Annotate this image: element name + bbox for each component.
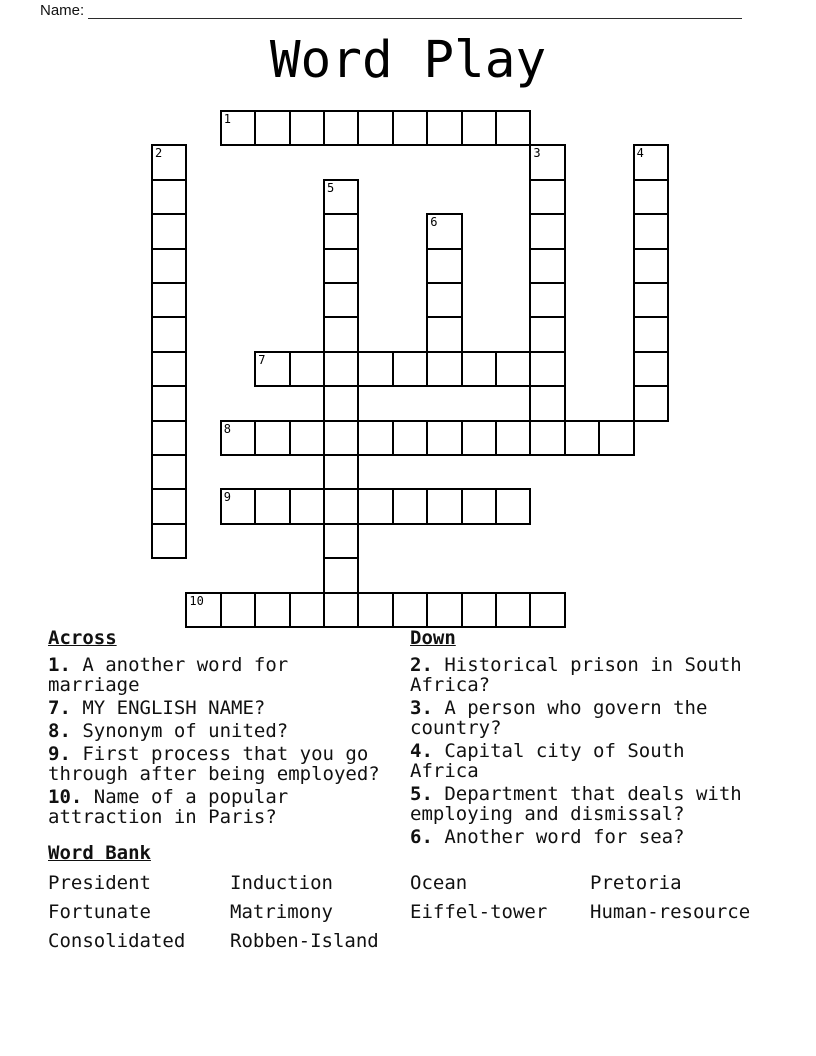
grid-cell[interactable] xyxy=(529,282,565,318)
grid-cell[interactable] xyxy=(495,420,531,456)
grid-cell[interactable] xyxy=(461,351,497,387)
down-clue-list xyxy=(410,655,750,847)
grid-cell[interactable] xyxy=(633,213,669,249)
grid-cell[interactable] xyxy=(461,592,497,628)
grid-cell[interactable] xyxy=(426,213,462,249)
grid-cell[interactable] xyxy=(151,213,187,249)
clue-number: 5. xyxy=(410,783,433,805)
down-heading: Down xyxy=(410,627,456,649)
grid-cell[interactable] xyxy=(151,385,187,421)
word-bank-word: Induction xyxy=(230,872,333,894)
grid-cell[interactable] xyxy=(529,316,565,352)
grid-cell[interactable] xyxy=(220,488,256,524)
grid-cell[interactable] xyxy=(529,351,565,387)
grid-cell[interactable] xyxy=(529,144,565,180)
grid-cell[interactable] xyxy=(598,420,634,456)
grid-cell[interactable] xyxy=(495,351,531,387)
grid-cell[interactable] xyxy=(254,351,290,387)
word-bank-word: Matrimony xyxy=(230,901,333,923)
grid-cell[interactable] xyxy=(151,248,187,284)
word-bank-section xyxy=(48,843,788,951)
grid-cell[interactable] xyxy=(461,488,497,524)
word-bank-word: Ocean xyxy=(410,872,468,894)
grid-cell[interactable] xyxy=(151,488,187,524)
grid-cell[interactable] xyxy=(529,179,565,215)
grid-cell[interactable] xyxy=(529,213,565,249)
grid-cell[interactable] xyxy=(461,420,497,456)
grid-cell[interactable] xyxy=(633,282,669,318)
grid-cell[interactable] xyxy=(323,316,359,352)
grid-cell[interactable] xyxy=(151,351,187,387)
cell-number: 7 xyxy=(258,352,266,367)
grid-cell[interactable] xyxy=(289,488,325,524)
grid-cell[interactable] xyxy=(323,248,359,284)
grid-cell[interactable] xyxy=(151,420,187,456)
word-bank-word: Eiffel-tower xyxy=(410,901,548,923)
grid-cell[interactable] xyxy=(461,110,497,146)
word-bank-word: Robben-Island xyxy=(230,930,379,952)
grid-cell[interactable] xyxy=(254,420,290,456)
grid-cell[interactable] xyxy=(392,351,428,387)
grid-cell[interactable] xyxy=(357,110,393,146)
grid-cell[interactable] xyxy=(323,179,359,215)
down-clues-section xyxy=(410,628,750,850)
grid-cell[interactable] xyxy=(323,110,359,146)
grid-cell[interactable] xyxy=(495,110,531,146)
word-bank-word: Fortunate xyxy=(48,901,151,923)
grid-cell[interactable] xyxy=(323,488,359,524)
cell-number: 10 xyxy=(189,593,204,608)
grid-cell[interactable] xyxy=(323,282,359,318)
word-bank-word: Pretoria xyxy=(590,872,682,894)
grid-cell[interactable] xyxy=(426,248,462,284)
word-bank-word: Consolidated xyxy=(48,930,186,952)
grid-cell[interactable] xyxy=(495,488,531,524)
grid-cell[interactable] xyxy=(151,454,187,490)
grid-cell[interactable] xyxy=(357,351,393,387)
grid-cell[interactable] xyxy=(323,351,359,387)
grid-cell[interactable] xyxy=(426,420,462,456)
clue-number: 9. xyxy=(48,743,71,765)
grid-cell[interactable] xyxy=(633,385,669,421)
grid-cell[interactable] xyxy=(289,110,325,146)
down-clue-2: 2. Historical prison in South Africa? xyxy=(410,654,742,696)
grid-cell[interactable] xyxy=(289,592,325,628)
clue-number: 8. xyxy=(48,720,71,742)
name-row xyxy=(40,2,742,19)
grid-cell[interactable] xyxy=(220,592,256,628)
grid-cell[interactable] xyxy=(529,592,565,628)
cell-number: 6 xyxy=(430,215,438,230)
grid-cell[interactable] xyxy=(633,316,669,352)
grid-cell[interactable] xyxy=(357,592,393,628)
grid-cell[interactable] xyxy=(529,248,565,284)
name-fill-line[interactable] xyxy=(88,4,742,19)
grid-cell[interactable] xyxy=(323,454,359,490)
grid-cell[interactable] xyxy=(185,592,221,628)
grid-cell[interactable] xyxy=(220,420,256,456)
grid-cell[interactable] xyxy=(151,179,187,215)
grid-cell[interactable] xyxy=(357,488,393,524)
grid-cell[interactable] xyxy=(426,592,462,628)
grid-cell[interactable] xyxy=(633,351,669,387)
grid-cell[interactable] xyxy=(323,557,359,593)
grid-cell[interactable] xyxy=(495,592,531,628)
cell-number: 9 xyxy=(223,490,232,505)
grid-cell[interactable] xyxy=(529,420,565,456)
grid-cell[interactable] xyxy=(426,110,462,146)
clue-number: 4. xyxy=(410,740,433,762)
grid-cell[interactable] xyxy=(392,110,428,146)
grid-cell[interactable] xyxy=(323,592,359,628)
down-clue-3: 3. A person who govern the country? xyxy=(410,697,708,739)
puzzle-title: Word Play xyxy=(269,31,547,90)
cell-number: 2 xyxy=(155,146,163,161)
across-clue-9: 9. First process that you go through after being employed? xyxy=(48,743,380,785)
clue-number: 10. xyxy=(48,786,83,808)
grid-cell[interactable] xyxy=(357,420,393,456)
grid-cell[interactable] xyxy=(633,144,669,180)
down-clue-4: 4. Capital city of South Africa xyxy=(410,740,685,782)
cell-number: 1 xyxy=(223,112,232,126)
clue-number: 3. xyxy=(410,697,433,719)
word-bank-word: Human-resource xyxy=(590,901,751,923)
grid-cell[interactable] xyxy=(220,110,256,146)
grid-cell[interactable] xyxy=(426,488,462,524)
grid-cell[interactable] xyxy=(254,592,290,628)
clue-number: 7. xyxy=(48,697,71,719)
grid-cell[interactable] xyxy=(289,420,325,456)
word-bank-list xyxy=(48,873,788,951)
grid-cell[interactable] xyxy=(392,420,428,456)
grid-cell[interactable] xyxy=(323,385,359,421)
clue-number: 6. xyxy=(410,826,433,848)
across-clue-8: 8. Synonym of united? xyxy=(48,720,289,742)
grid-cell[interactable] xyxy=(633,248,669,284)
grid-cell[interactable] xyxy=(254,488,290,524)
grid-cell[interactable] xyxy=(151,523,187,559)
across-clue-list xyxy=(48,655,388,827)
grid-cell[interactable] xyxy=(151,144,187,180)
down-clue-5: 5. Department that deals with employing and dismissal? xyxy=(410,783,742,825)
down-clue-6: 6. Another word for sea? xyxy=(410,826,685,848)
across-clue-1: 1. A another word for marriage xyxy=(48,654,289,696)
grid-cell[interactable] xyxy=(564,420,600,456)
grid-cell[interactable] xyxy=(529,385,565,421)
grid-cell[interactable] xyxy=(426,351,462,387)
across-clue-7: 7. MY ENGLISH NAME? xyxy=(48,697,266,719)
cell-number: 5 xyxy=(327,180,335,195)
grid-cell[interactable] xyxy=(426,316,462,352)
grid-cell[interactable] xyxy=(151,282,187,318)
across-clue-10: 10. Name of a popular attraction in Paris? xyxy=(48,786,289,828)
grid-cell[interactable] xyxy=(323,523,359,559)
grid-cell[interactable] xyxy=(289,351,325,387)
grid-cell[interactable] xyxy=(633,179,669,215)
grid-cell[interactable] xyxy=(323,420,359,456)
clue-number: 2. xyxy=(410,654,433,676)
grid-cell[interactable] xyxy=(254,110,290,146)
grid-cell[interactable] xyxy=(323,213,359,249)
grid-cell[interactable] xyxy=(426,282,462,318)
cell-number: 4 xyxy=(636,146,644,161)
grid-cell[interactable] xyxy=(392,592,428,628)
word-bank-heading: Word Bank xyxy=(48,842,151,864)
across-heading: Across xyxy=(48,627,117,649)
clue-number: 1. xyxy=(48,654,71,676)
name-label: Name: xyxy=(40,2,85,19)
grid-cell[interactable] xyxy=(151,316,187,352)
grid-cell[interactable] xyxy=(392,488,428,524)
across-clues-section xyxy=(48,628,388,830)
cell-number: 3 xyxy=(533,146,541,161)
word-bank-word: President xyxy=(48,872,151,894)
cell-number: 8 xyxy=(223,421,232,436)
